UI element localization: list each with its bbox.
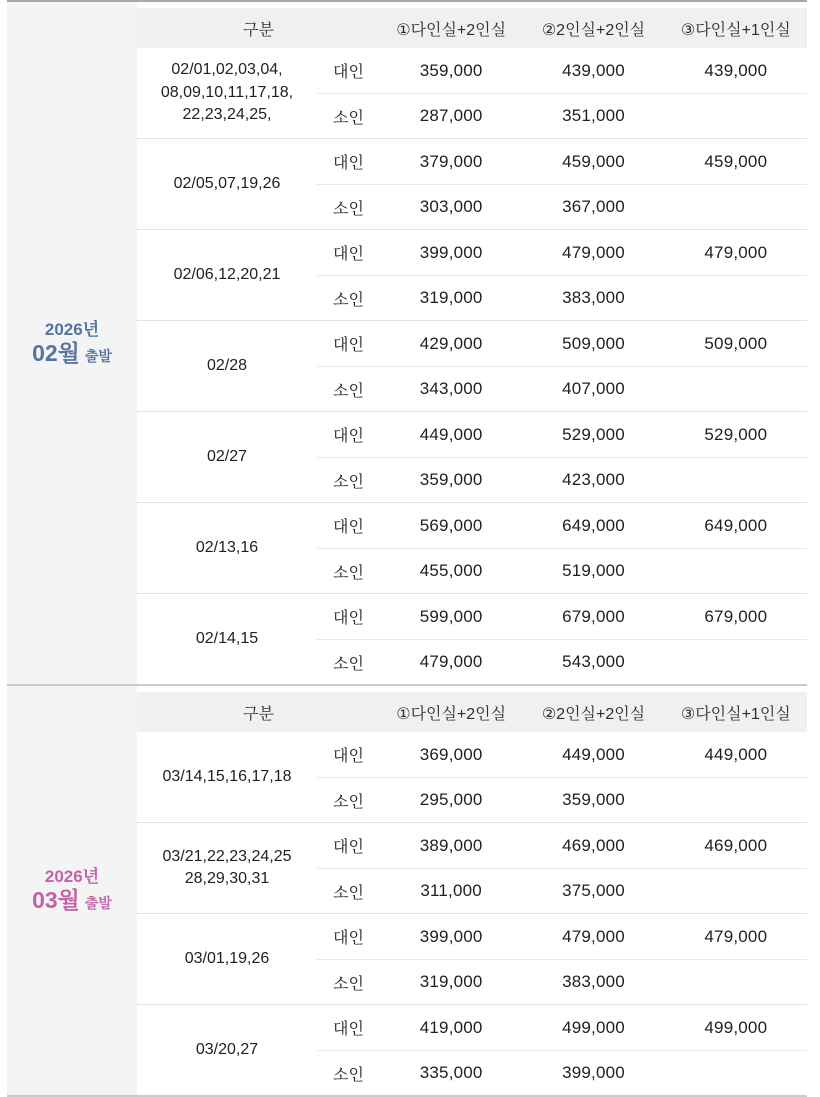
header-room-option-1: ①다인실+2인실: [396, 21, 507, 39]
price-cell: 407,000: [562, 379, 625, 398]
date-cell: [137, 594, 317, 684]
person-row: [317, 503, 807, 548]
person-row: [317, 1050, 807, 1095]
month-year: 2026년: [44, 867, 100, 887]
price-table-wrapper: [7, 0, 807, 1097]
date-line: 03/14,15,16,17,18: [162, 767, 292, 785]
person-row: [317, 48, 807, 93]
person-row: [317, 93, 807, 138]
month-cell-label: [7, 686, 137, 1095]
price-cell: 509,000: [704, 333, 768, 353]
price-cell: 287,000: [419, 106, 483, 125]
person-label: 소인: [333, 564, 364, 582]
price-cell: 419,000: [419, 1017, 483, 1037]
header-room-option-3: ③다인실+1인실: [680, 21, 791, 39]
person-row: [317, 594, 807, 639]
price-cell: 449,000: [419, 424, 483, 444]
person-label: 소인: [333, 655, 364, 673]
person-row: [317, 139, 807, 184]
price-cell: 389,000: [419, 835, 483, 855]
price-cell: 509,000: [562, 333, 625, 353]
date-cell: [137, 412, 317, 502]
price-cell: 479,000: [419, 652, 483, 671]
price-cell: 367,000: [562, 197, 625, 216]
price-cell: 649,000: [562, 515, 625, 535]
person-row: [317, 230, 807, 275]
person-label: 대인: [333, 519, 364, 536]
person-label: 소인: [333, 975, 364, 993]
price-cell: 449,000: [704, 744, 768, 764]
price-cell: 375,000: [562, 881, 625, 900]
price-cell: 479,000: [704, 242, 768, 262]
price-cell: 423,000: [562, 470, 625, 489]
header-room-option-3: ③다인실+1인실: [680, 705, 791, 723]
date-cell: [137, 230, 317, 320]
person-label: 대인: [333, 1021, 364, 1038]
groups: [137, 48, 807, 684]
date-line: 03/01,19,26: [184, 949, 270, 967]
groups: [137, 732, 807, 1095]
price-table: [137, 686, 807, 1095]
person-label: 대인: [333, 839, 364, 856]
price-cell: 459,000: [562, 151, 625, 171]
price-cell: 335,000: [419, 1063, 483, 1082]
date-line: 22,23,24,25,: [182, 106, 272, 124]
date-line: 03/20,27: [195, 1040, 259, 1058]
price-cell: 469,000: [704, 835, 768, 855]
date-line: 08,09,10,11,17,18,: [160, 83, 294, 101]
header-room-option-1: ①다인실+2인실: [396, 705, 507, 723]
price-cell: 369,000: [419, 744, 483, 764]
price-cell: 499,000: [562, 1017, 625, 1037]
price-cell: 399,000: [419, 926, 483, 946]
person-label: 대인: [333, 610, 364, 627]
person-label: 대인: [333, 337, 364, 354]
table-header-row: [137, 692, 807, 732]
person-row: [317, 184, 807, 229]
price-cell: 429,000: [419, 333, 483, 353]
date-group-row: [137, 593, 807, 684]
price-cell: 543,000: [562, 652, 625, 671]
month-cell-label: [7, 2, 137, 684]
price-cell: 679,000: [704, 606, 768, 626]
price-cell: 319,000: [419, 288, 483, 307]
date-line: 02/27: [206, 447, 248, 465]
date-cell: [137, 1005, 317, 1095]
date-group-row: [137, 822, 807, 913]
price-cell: 311,000: [420, 881, 482, 900]
price-cell: 379,000: [419, 151, 483, 171]
price-cell: 449,000: [562, 744, 625, 764]
month-suffix: 출발: [84, 347, 112, 364]
date-group-row: [137, 229, 807, 320]
person-label: 소인: [333, 291, 364, 309]
date-cell: [137, 321, 317, 411]
price-cell: 459,000: [704, 151, 768, 171]
price-cell: 519,000: [562, 561, 625, 580]
price-cell: 469,000: [562, 835, 625, 855]
date-cell: [137, 48, 317, 138]
date-cell: [137, 823, 317, 913]
date-line: 02/14,15: [195, 629, 259, 647]
price-cell: 383,000: [562, 288, 625, 307]
price-cell: 319,000: [419, 972, 483, 991]
price-cell: 569,000: [419, 515, 483, 535]
price-cell: 303,000: [419, 197, 483, 216]
price-cell: 499,000: [704, 1017, 768, 1037]
person-row: [317, 914, 807, 959]
price-cell: 359,000: [562, 790, 625, 809]
person-label: 소인: [333, 884, 364, 902]
price-cell: 399,000: [419, 242, 483, 262]
date-line: 03/21,22,23,24,25: [162, 847, 292, 865]
price-cell: 359,000: [419, 60, 483, 80]
price-cell: 599,000: [419, 606, 483, 626]
date-cell: [137, 139, 317, 229]
date-group-row: [137, 48, 807, 138]
person-row: [317, 412, 807, 457]
month-section: [7, 686, 807, 1095]
price-cell: 529,000: [704, 424, 768, 444]
date-group-row: [137, 138, 807, 229]
header-room-option-2: ②2인실+2인실: [541, 21, 646, 39]
date-line: 02/01,02,03,04,: [171, 61, 283, 79]
person-label: 소인: [333, 109, 364, 127]
date-cell: [137, 503, 317, 593]
price-cell: 295,000: [419, 790, 483, 809]
date-cell: [137, 914, 317, 1004]
price-cell: 479,000: [562, 926, 625, 946]
date-line: 02/28: [206, 356, 248, 374]
date-line: 02/06,12,20,21: [173, 265, 281, 283]
date-line: 28,29,30,31: [184, 870, 270, 887]
person-row: [317, 823, 807, 868]
price-cell: 529,000: [562, 424, 625, 444]
person-label: 대인: [333, 155, 364, 172]
header-gubun: 구분: [243, 21, 274, 39]
date-group-row: [137, 732, 807, 822]
price-cell: 649,000: [704, 515, 768, 535]
person-label: 소인: [333, 1066, 364, 1084]
person-label: 대인: [333, 930, 364, 947]
date-group-row: [137, 502, 807, 593]
date-group-row: [137, 411, 807, 502]
price-table: [137, 2, 807, 684]
person-row: [317, 777, 807, 822]
table-header-row: [137, 8, 807, 48]
month-section: [7, 2, 807, 684]
person-label: 대인: [333, 748, 364, 765]
person-label: 대인: [333, 246, 364, 263]
person-row: [317, 959, 807, 1004]
date-group-row: [137, 1004, 807, 1095]
price-cell: 343,000: [419, 379, 483, 398]
date-line: 02/13,16: [195, 538, 259, 556]
month-year: 2026년: [44, 319, 100, 339]
price-cell: 439,000: [704, 60, 768, 80]
price-cell: 383,000: [562, 972, 625, 991]
person-label: 소인: [333, 473, 364, 491]
price-cell: 399,000: [562, 1063, 625, 1082]
person-row: [317, 639, 807, 684]
price-cell: 679,000: [562, 606, 625, 626]
month-value: 02월: [32, 339, 80, 366]
person-label: 대인: [333, 64, 364, 81]
person-row: [317, 868, 807, 913]
price-cell: 479,000: [704, 926, 768, 946]
person-label: 소인: [333, 382, 364, 400]
header-room-option-2: ②2인실+2인실: [541, 705, 646, 723]
header-gubun: 구분: [243, 705, 274, 723]
month-value: 03월: [32, 887, 80, 914]
date-group-row: [137, 913, 807, 1004]
price-cell: 439,000: [562, 60, 625, 80]
person-label: 소인: [333, 793, 364, 811]
price-cell: 351,000: [562, 106, 625, 125]
person-label: 소인: [333, 200, 364, 218]
person-row: [317, 457, 807, 502]
person-label: 대인: [333, 428, 364, 445]
date-cell: [137, 732, 317, 822]
price-cell: 359,000: [419, 470, 483, 489]
month-suffix: 출발: [84, 895, 112, 912]
date-line: 02/05,07,19,26: [173, 174, 281, 192]
price-cell: 455,000: [419, 561, 483, 580]
person-row: [317, 275, 807, 320]
price-cell: 479,000: [562, 242, 625, 262]
person-row: [317, 732, 807, 777]
person-row: [317, 1005, 807, 1050]
person-row: [317, 366, 807, 411]
date-group-row: [137, 320, 807, 411]
person-row: [317, 321, 807, 366]
person-row: [317, 548, 807, 593]
